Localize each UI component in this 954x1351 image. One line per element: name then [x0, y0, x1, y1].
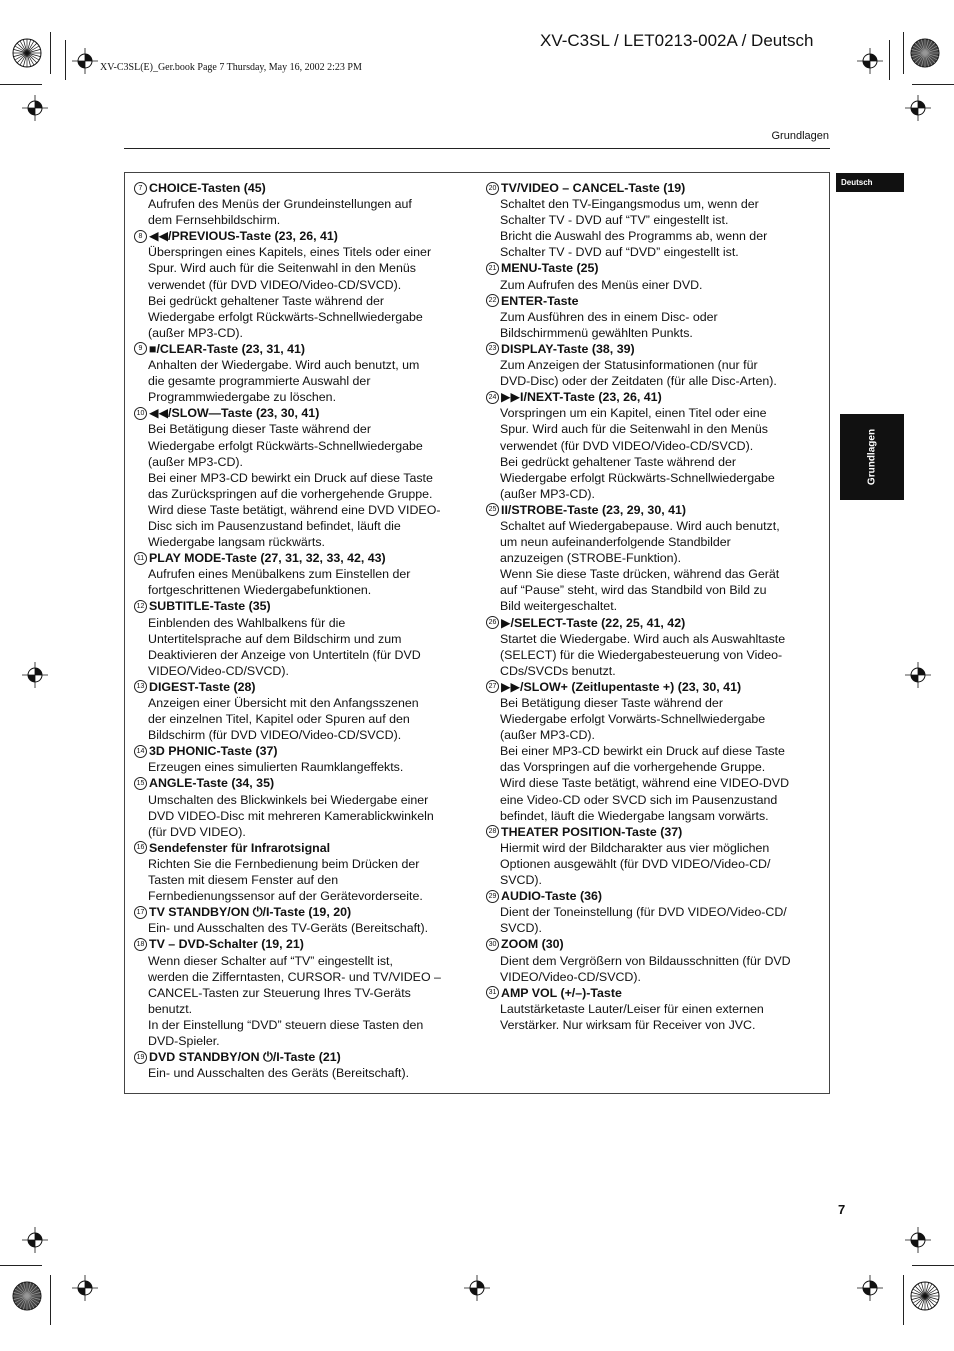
entry-title: THEATER POSITION-Taste (37)	[501, 824, 683, 839]
entry-description	[486, 1001, 816, 1033]
legend-entry	[486, 888, 816, 936]
entry-heading	[486, 985, 816, 1001]
description-line: CDs/SVCDs benutzt.	[500, 663, 616, 678]
legend-entry	[134, 180, 464, 228]
registration-mark	[22, 1227, 48, 1253]
legend-entry	[134, 840, 464, 904]
description-line: Untertitelsprache auf dem Bildschirm und zum	[148, 631, 402, 646]
entry-heading	[134, 405, 464, 421]
entry-description	[134, 695, 464, 743]
entry-description	[134, 566, 464, 598]
entry-title: AMP VOL (+/–)-Taste	[501, 985, 622, 1000]
description-line: Bild weitergeschaltet.	[500, 599, 618, 614]
entry-title: ◀◀/SLOW—Taste (23, 30, 41)	[149, 406, 320, 421]
entry-title: II/STROBE-Taste (23, 29, 30, 41)	[501, 502, 687, 517]
description-line: Bildschirm (für DVD VIDEO/Video-CD/SVCD).	[148, 728, 402, 743]
description-line: Schaltet den TV-Eingangsmodus um, wenn der	[500, 197, 759, 212]
entry-description	[486, 518, 816, 615]
entry-description	[486, 277, 816, 293]
entry-number: 8	[134, 230, 147, 243]
entry-number: 15	[134, 777, 147, 790]
entry-title: ANGLE-Taste (34, 35)	[149, 776, 275, 791]
registration-mark	[464, 1275, 490, 1301]
legend-entry	[486, 985, 816, 1033]
color-registration-rosette	[12, 38, 42, 68]
description-line: Wird diese Taste betätigt, während eine DVD VIDEO-	[148, 502, 441, 517]
entry-number: 29	[486, 890, 499, 903]
description-line: um neun aufeinanderfolgende Standbilder	[500, 535, 731, 550]
description-line: Schaltet auf Wiedergabepause. Wird auch benutzt,	[500, 518, 780, 533]
description-line: DVD VIDEO-Disc mit mehreren Kamerablickwinkeln	[148, 808, 434, 823]
description-line: VIDEO/Video-CD/SVCD).	[148, 663, 289, 678]
legend-entry	[134, 228, 464, 341]
crop-line	[903, 32, 904, 74]
description-line: Bei gedrückt gehaltener Taste während der	[500, 454, 737, 469]
entry-heading	[486, 260, 816, 276]
description-line: (außer MP3-CD).	[500, 486, 596, 501]
language-tab: Deutsch	[836, 173, 904, 192]
legend-entry	[486, 180, 816, 260]
entry-title: CHOICE-Tasten (45)	[149, 181, 266, 195]
description-line: Wenn dieser Schalter auf “TV” eingestellt ist,	[148, 953, 393, 968]
description-line: VIDEO/Video-CD/SVCD).	[500, 969, 641, 984]
description-line: befindet, läuft die Wiedergabe langsam vorwärts.	[500, 808, 769, 823]
legend-entry	[134, 936, 464, 1049]
crop-line	[50, 32, 51, 74]
entry-title: ◀◀/PREVIOUS-Taste (23, 26, 41)	[149, 229, 338, 244]
left-column	[134, 180, 464, 1081]
entry-title: DVD STANDBY/ON ⏻/I-Taste (21)	[149, 1050, 341, 1065]
legend-entry	[486, 341, 816, 389]
entry-number: 13	[134, 680, 147, 693]
description-line: Startet die Wiedergabe. Wird auch als Auswahltaste	[500, 631, 786, 646]
entry-title: ▶▶/SLOW+ (Zeitlupentaste +) (23, 30, 41)	[501, 679, 742, 694]
description-line: Tasten mit diesem Fenster auf den	[148, 873, 339, 888]
entry-heading	[486, 679, 816, 695]
entry-title: PLAY MODE-Taste (27, 31, 32, 33, 42, 43)	[149, 551, 386, 566]
entry-heading	[486, 502, 816, 518]
entry-heading	[134, 341, 464, 357]
entry-number: 26	[486, 616, 499, 629]
entry-description	[134, 953, 464, 1050]
entry-title: MENU-Taste (25)	[501, 261, 599, 276]
entry-description	[486, 309, 816, 341]
crop-line	[889, 40, 890, 80]
entry-heading	[486, 341, 816, 357]
description-line: Bei einer MP3-CD bewirkt ein Druck auf diese Taste	[148, 470, 433, 485]
description-line: Dient dem Vergrößern von Bildausschnitten (für DVD	[500, 953, 791, 968]
entry-heading	[134, 228, 464, 244]
description-line: In der Einstellung “DVD” steuern diese Tasten den	[148, 1017, 424, 1032]
side-section-tab	[840, 414, 904, 500]
legend-entry	[134, 1049, 464, 1081]
description-line: Wiedergabe langsam rückwärts.	[148, 535, 325, 550]
entry-description	[134, 759, 464, 775]
entry-number: 24	[486, 391, 499, 404]
entry-description	[134, 856, 464, 904]
legend-entry	[134, 743, 464, 775]
entry-description	[134, 196, 464, 228]
description-line: Verstärker. Nur wirksam für Receiver von JVC.	[500, 1017, 756, 1032]
entry-description	[486, 904, 816, 936]
entry-description	[134, 920, 464, 936]
description-line: werden die Zifferntasten, CURSOR- und TV/VIDEO –	[148, 969, 441, 984]
description-line: Aufrufen des Menüs der Grundeinstellungen auf	[148, 197, 412, 212]
description-line: Hiermit wird der Bildcharakter aus vier möglichen	[500, 840, 770, 855]
description-line: Anzeigen einer Übersicht mit den Anfangsszenen	[148, 696, 419, 710]
entry-number: 9	[134, 342, 147, 355]
entry-title: ■/CLEAR-Taste (23, 31, 41)	[149, 341, 305, 356]
entry-heading	[486, 824, 816, 840]
right-column	[486, 180, 816, 1033]
description-line: Wird diese Taste betätigt, während eine VIDEO-DVD	[500, 776, 790, 791]
description-line: anzuzeigen (STROBE-Funktion).	[500, 551, 682, 566]
entry-title: ▶/SELECT-Taste (22, 25, 41, 42)	[501, 615, 686, 630]
description-line: Ein- und Ausschalten des Geräts (Bereitschaft).	[148, 1066, 410, 1081]
document-title: XV-C3SL / LET0213-002A / Deutsch	[540, 31, 814, 50]
description-line: (außer MP3-CD).	[148, 325, 244, 340]
entry-heading	[134, 936, 464, 952]
entry-number: 28	[486, 825, 499, 838]
entry-description	[134, 244, 464, 341]
description-line: Bricht die Auswahl des Programms ab, wenn der	[500, 229, 768, 244]
legend-entry	[134, 550, 464, 598]
description-line: Optionen ausgewählt (für DVD VIDEO/Video-CD/	[500, 856, 771, 871]
description-line: Wiedergabe erfolgt Vorwärts-Schnellwiedergabe	[500, 712, 766, 727]
entry-title: ENTER-Taste	[501, 293, 579, 308]
legend-entry	[134, 405, 464, 550]
entry-description	[134, 792, 464, 840]
entry-heading	[486, 888, 816, 904]
description-line: Bei Betätigung dieser Taste während der	[500, 696, 723, 710]
entry-number: 11	[134, 552, 147, 565]
header-rule	[124, 148, 830, 149]
description-line: Wenn Sie diese Taste drücken, während das Gerät	[500, 567, 780, 582]
description-line: Spur. Wird auch für die Seitenwahl in den Menüs	[148, 261, 416, 276]
crop-line	[912, 1265, 954, 1266]
description-line: Lautstärketaste Lauter/Leiser für einen externen	[500, 1001, 764, 1016]
registration-mark	[905, 95, 931, 121]
description-line: Wiedergabe erfolgt Rückwärts-Schnellwiedergabe	[148, 438, 423, 453]
entry-description	[486, 840, 816, 888]
entry-title: ZOOM (30)	[501, 937, 564, 952]
entry-description	[486, 631, 816, 679]
legend-entry	[134, 598, 464, 678]
registration-mark	[905, 662, 931, 688]
entry-description	[486, 405, 816, 502]
entry-number: 19	[134, 1051, 147, 1064]
entry-number: 21	[486, 262, 499, 275]
description-line: Richten Sie die Fernbedienung beim Drücken der	[148, 856, 420, 871]
entry-heading	[486, 615, 816, 631]
entry-title: TV STANDBY/ON ⏻/I-Taste (19, 20)	[149, 905, 352, 920]
page-number: 7	[838, 1202, 846, 1217]
entry-heading	[134, 598, 464, 614]
section-label: Grundlagen	[771, 130, 829, 142]
description-line: Schalter TV - DVD auf “TV” eingestellt ist.	[500, 213, 729, 228]
legend-entry	[486, 679, 816, 824]
entry-description	[134, 615, 464, 679]
entry-number: 20	[486, 182, 499, 195]
entry-heading	[486, 389, 816, 405]
registration-mark	[22, 95, 48, 121]
entry-heading	[134, 679, 464, 695]
description-line: benutzt.	[148, 1001, 193, 1016]
legend-entry	[486, 502, 816, 615]
legend-entry	[134, 341, 464, 405]
entry-number: 12	[134, 600, 147, 613]
entry-description	[486, 357, 816, 389]
description-line: SVCD).	[500, 921, 542, 936]
description-line: Disc sich im Pausenzustand befindet, läuft die	[148, 518, 401, 533]
description-line: (außer MP3-CD).	[148, 454, 244, 469]
registration-mark	[72, 48, 98, 74]
color-registration-rosette	[12, 1281, 42, 1311]
entry-number: 23	[486, 342, 499, 355]
legend-entry	[486, 389, 816, 502]
color-registration-rosette	[910, 1281, 940, 1311]
legend-entry	[486, 615, 816, 679]
entry-heading	[486, 180, 816, 196]
entry-description	[486, 196, 816, 260]
description-line: der einzelnen Titel, Kapitel oder Spuren auf den	[148, 712, 410, 727]
description-line: Bei einer MP3-CD bewirkt ein Druck auf diese Taste	[500, 744, 785, 759]
description-line: auf “Pause” steht, wird das Standbild von Bild zu	[500, 583, 767, 598]
description-line: Deaktivieren der Anzeige von Untertiteln (für DVD	[148, 647, 421, 662]
entry-heading	[134, 550, 464, 566]
book-info-line: XV-C3SL(E)_Ger.book Page 7 Thursday, May 16, 2002 2:23 PM	[100, 62, 362, 73]
description-line: DVD-Spieler.	[148, 1033, 220, 1048]
entry-number: 18	[134, 938, 147, 951]
legend-entry	[486, 936, 816, 984]
description-line: Wiedergabe erfolgt Rückwärts-Schnellwiedergabe	[148, 309, 423, 324]
entry-heading	[134, 180, 464, 196]
description-line: Bildschirmmenü gewählten Punkts.	[500, 325, 693, 340]
description-line: Zum Ausführen des in einem Disc- oder	[500, 309, 718, 324]
crop-line	[912, 84, 954, 85]
description-line: Wiedergabe erfolgt Rückwärts-Schnellwiedergabe	[500, 470, 775, 485]
entry-heading	[134, 840, 464, 856]
description-line: Programmwiedergabe zu löschen.	[148, 390, 337, 405]
description-line: Bei Betätigung dieser Taste während der	[148, 422, 371, 437]
entry-title: DISPLAY-Taste (38, 39)	[501, 341, 635, 356]
entry-description	[134, 421, 464, 550]
entry-number: 22	[486, 294, 499, 307]
description-line: verwendet (für DVD VIDEO/Video-CD/SVCD).	[500, 438, 754, 453]
description-line: Erzeugen eines simulierten Raumklangeffekts.	[148, 760, 404, 775]
crop-line	[50, 1275, 51, 1325]
entry-title: AUDIO-Taste (36)	[501, 889, 602, 904]
side-tab-label: Grundlagen	[866, 428, 878, 486]
description-line: SVCD).	[500, 873, 542, 888]
description-line: das Zurückspringen auf die vorhergehende Gruppe.	[148, 486, 433, 501]
description-line: Dient der Toneinstellung (für DVD VIDEO/Video-CD/	[500, 905, 787, 920]
registration-mark	[72, 1275, 98, 1301]
description-line: eine Video-CD oder SVCD sich im Pausenzustand	[500, 792, 778, 807]
description-line: Aufrufen eines Menübalkens zum Einstellen der	[148, 567, 411, 582]
description-line: dem Fernsehbildschirm.	[148, 213, 281, 228]
description-line: CANCEL-Tasten zur Steuerung Ihres TV-Geräts	[148, 985, 411, 1000]
entry-heading	[134, 1049, 464, 1065]
description-line: Überspringen eines Kapitels, eines Titels oder einer	[148, 245, 432, 260]
description-line: Ein- und Ausschalten des TV-Geräts (Bereitschaft).	[148, 921, 429, 936]
description-line: verwendet (für DVD VIDEO/Video-CD/SVCD).	[148, 277, 402, 292]
description-line: Bei gedrückt gehaltener Taste während der	[148, 293, 385, 308]
description-line: Umschalten des Blickwinkels bei Wiedergabe einer	[148, 792, 429, 807]
description-line: Einblenden des Wahlbalkens für die	[148, 615, 346, 630]
entry-heading	[134, 743, 464, 759]
description-line: Fernbedienungssensor auf der Gerätevorderseite.	[148, 889, 423, 904]
legend-entry	[486, 824, 816, 888]
description-line: Vorspringen um ein Kapitel, einen Titel oder eine	[500, 406, 767, 421]
entry-description	[134, 357, 464, 405]
description-line: (SELECT) für die Wiedergabesteuerung von Video-	[500, 647, 783, 662]
entry-number: 10	[134, 407, 147, 420]
entry-description	[134, 1065, 464, 1081]
entry-number: 14	[134, 745, 147, 758]
legend-entry	[134, 904, 464, 936]
color-registration-rosette	[910, 38, 940, 68]
description-line: Zum Aufrufen des Menüs einer DVD.	[500, 277, 703, 292]
entry-number: 16	[134, 841, 147, 854]
crop-line	[0, 1265, 42, 1266]
legend-entry	[134, 775, 464, 839]
legend-entry	[134, 679, 464, 743]
entry-number: 27	[486, 680, 499, 693]
description-line: Schalter TV - DVD auf “DVD” eingestellt ist.	[500, 245, 739, 260]
description-line: DVD-Disc) oder der Zeitdaten (für alle Disc-Arten).	[500, 374, 777, 389]
entry-title: TV – DVD-Schalter (19, 21)	[149, 937, 304, 952]
entry-title: ▶▶I/NEXT-Taste (23, 26, 41)	[501, 390, 662, 405]
entry-title: TV/VIDEO – CANCEL-Taste (19)	[501, 181, 686, 195]
registration-mark	[857, 1275, 883, 1301]
legend-entry	[486, 260, 816, 292]
description-line: Anhalten der Wiedergabe. Wird auch benutzt, um	[148, 358, 420, 373]
description-line: das Vorspringen auf die vorhergehende Gruppe.	[500, 760, 766, 775]
description-line: Spur. Wird auch für die Seitenwahl in den Menüs	[500, 422, 768, 437]
description-line: (für DVD VIDEO).	[148, 824, 246, 839]
crop-line	[65, 40, 66, 80]
entry-number: 7	[134, 182, 147, 195]
entry-number: 31	[486, 986, 499, 999]
registration-mark	[22, 662, 48, 688]
entry-heading	[486, 936, 816, 952]
entry-description	[486, 695, 816, 824]
registration-mark	[905, 1227, 931, 1253]
entry-title: 3D PHONIC-Taste (37)	[149, 744, 278, 759]
entry-title: DIGEST-Taste (28)	[149, 679, 256, 694]
entry-title: Sendefenster für Infrarotsignal	[149, 840, 331, 855]
legend-entry	[486, 293, 816, 341]
crop-line	[903, 1275, 904, 1325]
entry-heading	[134, 904, 464, 920]
description-line: (außer MP3-CD).	[500, 728, 596, 743]
description-line: die gesamte programmierte Auswahl der	[148, 374, 371, 389]
entry-heading	[134, 775, 464, 791]
entry-number: 17	[134, 906, 147, 919]
entry-title: SUBTITLE-Taste (35)	[149, 599, 271, 614]
entry-number: 30	[486, 938, 499, 951]
crop-line	[0, 84, 42, 85]
description-line: Zum Anzeigen der Statusinformationen (nur für	[500, 358, 758, 373]
entry-number: 25	[486, 503, 499, 516]
entry-description	[486, 953, 816, 985]
entry-heading	[486, 293, 816, 309]
registration-mark	[857, 48, 883, 74]
description-line: fortgeschrittenen Wiedergabefunktionen.	[148, 583, 372, 598]
